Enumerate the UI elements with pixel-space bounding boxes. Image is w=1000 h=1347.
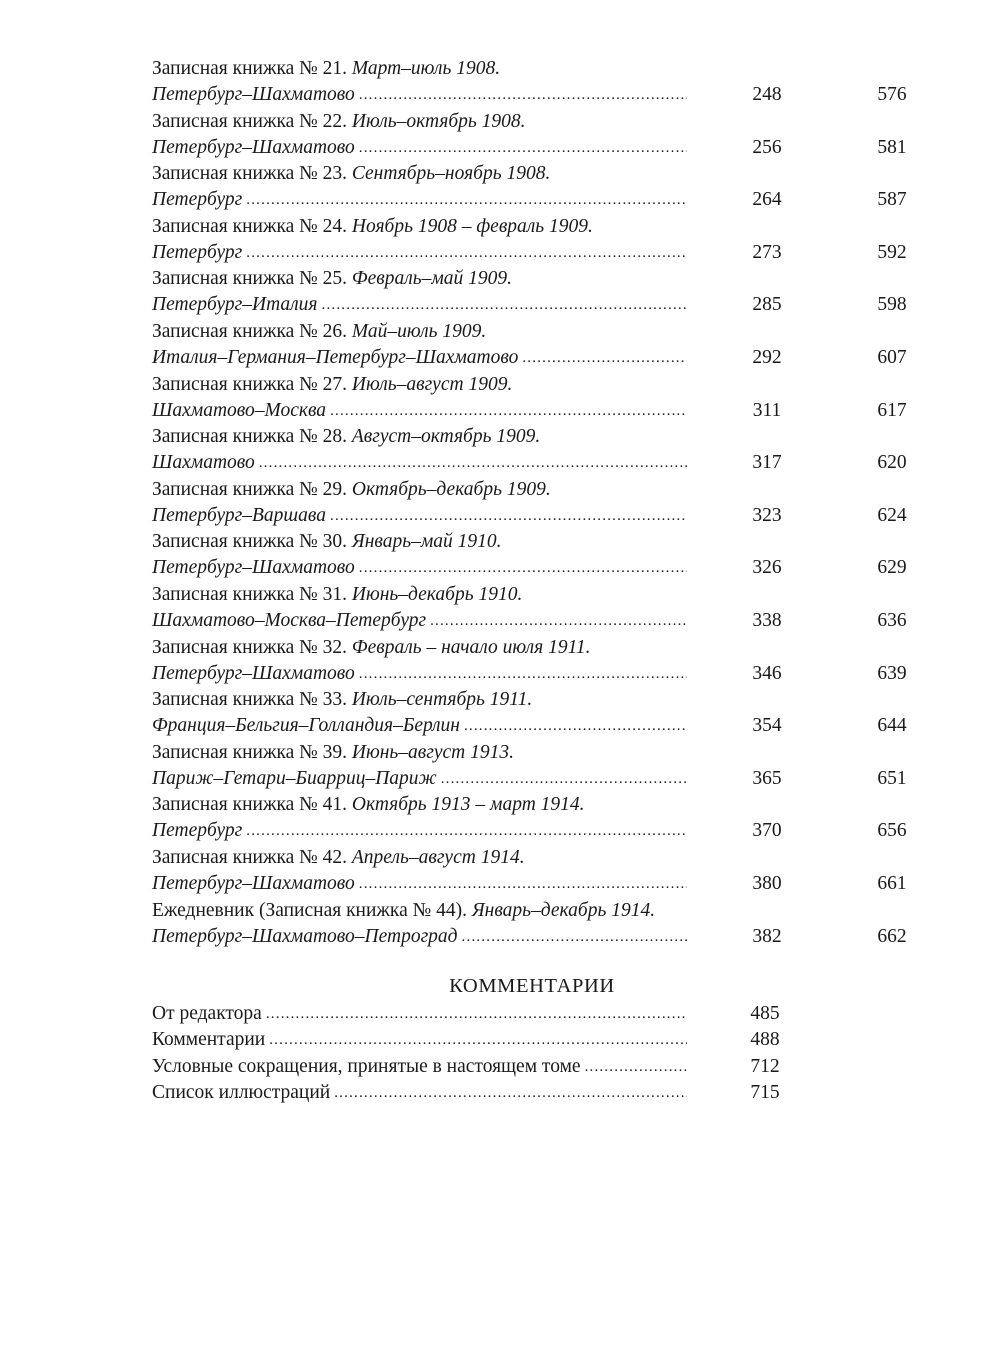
notebook-title: Записная книжка № 41. [152, 794, 348, 816]
notebook-title: Записная книжка № 30. [152, 531, 348, 553]
notebook-dates: Август–октябрь 1909. [351, 426, 541, 448]
notebook-list [152, 56, 942, 950]
entry-heading [152, 792, 585, 818]
toc-entry [152, 898, 942, 951]
entry-place-line [152, 713, 687, 740]
toc-entry [152, 792, 942, 845]
text-page-number: 256 [752, 136, 782, 158]
toc-entry [152, 56, 942, 109]
text-page-number: 273 [752, 241, 782, 263]
text-page-number: 370 [752, 820, 782, 842]
comments-page-number: 715 [750, 1081, 780, 1103]
notebook-dates: Июль–сентябрь 1911. [351, 689, 533, 711]
entry-heading [152, 319, 486, 345]
commentary-page-number: 662 [877, 925, 907, 947]
notebook-dates: Июнь–декабрь 1910. [351, 583, 523, 605]
dot-leader [430, 608, 687, 634]
comments-entry-line [152, 1054, 687, 1081]
commentary-page-number: 607 [877, 346, 907, 368]
notebook-place: Петербург–Шахматово [152, 84, 355, 105]
text-page-number: 365 [752, 767, 782, 789]
toc-entry [152, 582, 942, 635]
entry-heading [152, 214, 593, 240]
dot-leader [266, 1001, 687, 1027]
comments-entry [152, 1027, 802, 1053]
text-page-number: 380 [752, 872, 782, 894]
dot-leader [441, 766, 687, 792]
notebook-dates: Ноябрь 1908 – февраль 1909. [351, 215, 593, 237]
commentary-page-number: 624 [877, 504, 907, 526]
dot-leader [585, 1054, 687, 1080]
toc-entry [152, 266, 942, 319]
notebook-dates: Октябрь–декабрь 1909. [351, 478, 551, 500]
commentary-page-number: 629 [877, 557, 907, 579]
entry-heading [152, 582, 522, 608]
entry-heading [152, 687, 532, 713]
notebook-title: Записная книжка № 29. [152, 478, 348, 500]
commentary-page-number: 639 [877, 662, 907, 684]
notebook-dates: Июль–август 1909. [351, 373, 513, 395]
notebook-dates: Февраль – начало июля 1911. [351, 636, 591, 658]
entry-place-line [152, 292, 687, 319]
commentary-page-number: 617 [877, 399, 907, 421]
toc-entry [152, 477, 942, 530]
comments-page-number: 712 [750, 1055, 780, 1077]
notebook-dates: Апрель–август 1914. [351, 846, 525, 868]
notebook-title: Записная книжка № 42. [152, 846, 348, 868]
entry-place-line [152, 135, 687, 162]
dot-leader [322, 292, 688, 318]
entry-heading [152, 477, 551, 503]
entry-place-line [152, 766, 687, 793]
dot-leader [522, 345, 687, 371]
comments-entry-label: От редактора [152, 1003, 262, 1024]
toc-entry [152, 214, 942, 267]
notebook-dates: Июль–октябрь 1908. [351, 110, 526, 132]
entry-heading [152, 529, 502, 555]
text-page-number: 354 [752, 715, 782, 737]
notebook-place: Петербург [152, 820, 243, 842]
dot-leader [462, 924, 687, 950]
notebook-dates: Март–июль 1908. [351, 58, 501, 79]
dot-leader [359, 871, 687, 897]
commentary-page-number: 651 [877, 767, 907, 789]
text-page-number: 292 [752, 346, 782, 368]
notebook-place: Петербург [152, 189, 243, 211]
entry-place-line [152, 661, 687, 688]
comments-entry [152, 1001, 802, 1027]
commentary-page-number: 592 [877, 241, 907, 263]
commentary-page-number: 636 [877, 609, 907, 631]
entry-place-line [152, 608, 687, 635]
entry-place-line [152, 924, 687, 951]
comments-entry-line [152, 1001, 687, 1028]
comments-page-number: 488 [750, 1029, 780, 1051]
notebook-title: Записная книжка № 25. [152, 268, 348, 290]
dot-leader [246, 818, 687, 844]
toc-entry [152, 529, 942, 582]
entry-heading [152, 740, 514, 766]
dot-leader [246, 240, 687, 266]
notebook-dates: Май–июль 1909. [351, 320, 487, 342]
notebook-title: Записная книжка № 23. [152, 163, 348, 185]
text-page-number: 248 [752, 84, 782, 105]
notebook-title: Записная книжка № 33. [152, 689, 348, 711]
comments-entry-label: Список иллюстраций [152, 1081, 331, 1103]
notebook-place: Шахматово–Москва [152, 399, 327, 421]
entry-heading [152, 424, 540, 450]
entry-place-line [152, 398, 687, 425]
notebook-place: Петербург–Шахматово [152, 662, 355, 684]
notebook-title: Записная книжка № 28. [152, 426, 348, 448]
notebook-place: Шахматово–Москва–Петербург [152, 609, 427, 631]
toc-entry [152, 687, 942, 740]
comments-page-number: 485 [750, 1003, 780, 1024]
entry-place-line [152, 818, 687, 845]
entry-heading [152, 109, 526, 135]
commentary-page-number: 598 [877, 294, 907, 316]
entry-place-line [152, 82, 687, 109]
toc-entry [152, 635, 942, 688]
commentary-page-number: 620 [877, 452, 907, 474]
notebook-place: Петербург–Италия [152, 294, 318, 316]
entry-place-line [152, 240, 687, 267]
toc-entry [152, 740, 942, 793]
notebook-place: Петербург–Шахматово [152, 872, 355, 894]
comments-heading: КОММЕНТАРИИ [449, 975, 615, 997]
commentary-page-number: 587 [877, 189, 907, 211]
text-page-number: 338 [752, 609, 782, 631]
dot-leader [246, 187, 687, 213]
notebook-title: Записная книжка № 32. [152, 636, 348, 658]
entry-place-line [152, 871, 687, 898]
notebook-place: Петербург–Шахматово–Петроград [152, 925, 458, 947]
notebook-title: Записная книжка № 22. [152, 110, 348, 132]
commentary-page-number: 581 [877, 136, 907, 158]
comments-entry [152, 1080, 802, 1106]
dot-leader [330, 398, 687, 424]
notebook-dates: Октябрь 1913 – март 1914. [351, 794, 585, 816]
comments-entry [152, 1054, 802, 1080]
notebook-place: Шахматово [152, 452, 255, 474]
toc-entry [152, 109, 942, 162]
toc-entry [152, 845, 942, 898]
entry-heading [152, 845, 525, 871]
text-page-number: 317 [752, 452, 782, 474]
dot-leader [464, 713, 687, 739]
commentary-page-number: 576 [877, 84, 907, 105]
dot-leader [269, 1027, 687, 1053]
entry-heading [152, 898, 655, 924]
entry-heading [152, 161, 550, 187]
notebook-title: Ежедневник (Записная книжка № 44). [152, 899, 467, 921]
entry-heading [152, 372, 512, 398]
dot-leader [334, 1080, 687, 1106]
notebook-dates: Январь–декабрь 1914. [471, 899, 656, 921]
notebook-place: Петербург–Варшава [152, 504, 326, 526]
entry-place-line [152, 555, 687, 582]
notebook-place: Париж–Гетари–Биарриц–Париж [152, 767, 437, 789]
entry-heading [152, 56, 500, 82]
toc-entry [152, 319, 942, 372]
text-page-number: 323 [752, 504, 782, 526]
notebook-place: Петербург [152, 241, 243, 263]
text-page-number: 382 [752, 925, 782, 947]
dot-leader [359, 555, 687, 581]
notebook-place: Италия–Германия–Петербург–Шахматово [152, 346, 519, 368]
text-page-number: 311 [752, 399, 782, 421]
notebook-place: Франция–Бельгия–Голландия–Берлин [152, 715, 460, 737]
notebook-title: Записная книжка № 31. [152, 583, 348, 605]
dot-leader [259, 450, 687, 476]
notebook-title: Записная книжка № 26. [152, 320, 348, 342]
entry-heading [152, 635, 591, 661]
dot-leader [359, 661, 687, 687]
text-page-number: 346 [752, 662, 782, 684]
comments-entry-label: Комментарии [152, 1029, 266, 1051]
notebook-title: Записная книжка № 24. [152, 215, 348, 237]
entry-place-line [152, 345, 687, 372]
text-page-number: 264 [752, 189, 782, 211]
notebook-title: Записная книжка № 39. [152, 741, 348, 763]
notebook-dates: Сентябрь–ноябрь 1908. [351, 163, 551, 185]
text-page-number: 285 [752, 294, 782, 316]
commentary-page-number: 644 [877, 715, 907, 737]
dot-leader [330, 503, 687, 529]
notebook-place: Петербург–Шахматово [152, 136, 355, 158]
comments-list [152, 1001, 802, 1106]
entry-place-line [152, 187, 687, 214]
text-page-number: 326 [752, 557, 782, 579]
comments-entry-line [152, 1080, 687, 1107]
notebook-dates: Июнь–август 1913. [351, 741, 514, 763]
dot-leader [359, 82, 687, 108]
entry-place-line [152, 503, 687, 530]
entry-heading [152, 266, 512, 292]
dot-leader [359, 135, 687, 161]
toc-entry [152, 372, 942, 425]
notebook-title: Записная книжка № 21. [152, 58, 348, 79]
commentary-page-number: 661 [877, 872, 907, 894]
notebook-title: Записная книжка № 27. [152, 373, 348, 395]
entry-place-line [152, 450, 687, 477]
notebook-dates: Январь–май 1910. [351, 531, 502, 553]
comments-entry-label: Условные сокращения, принятые в настоящем томе [152, 1055, 581, 1077]
toc-entry [152, 424, 942, 477]
notebook-place: Петербург–Шахматово [152, 557, 355, 579]
commentary-page-number: 656 [877, 820, 907, 842]
toc-entry [152, 161, 942, 214]
comments-entry-line [152, 1027, 687, 1054]
notebook-dates: Февраль–май 1909. [351, 268, 513, 290]
